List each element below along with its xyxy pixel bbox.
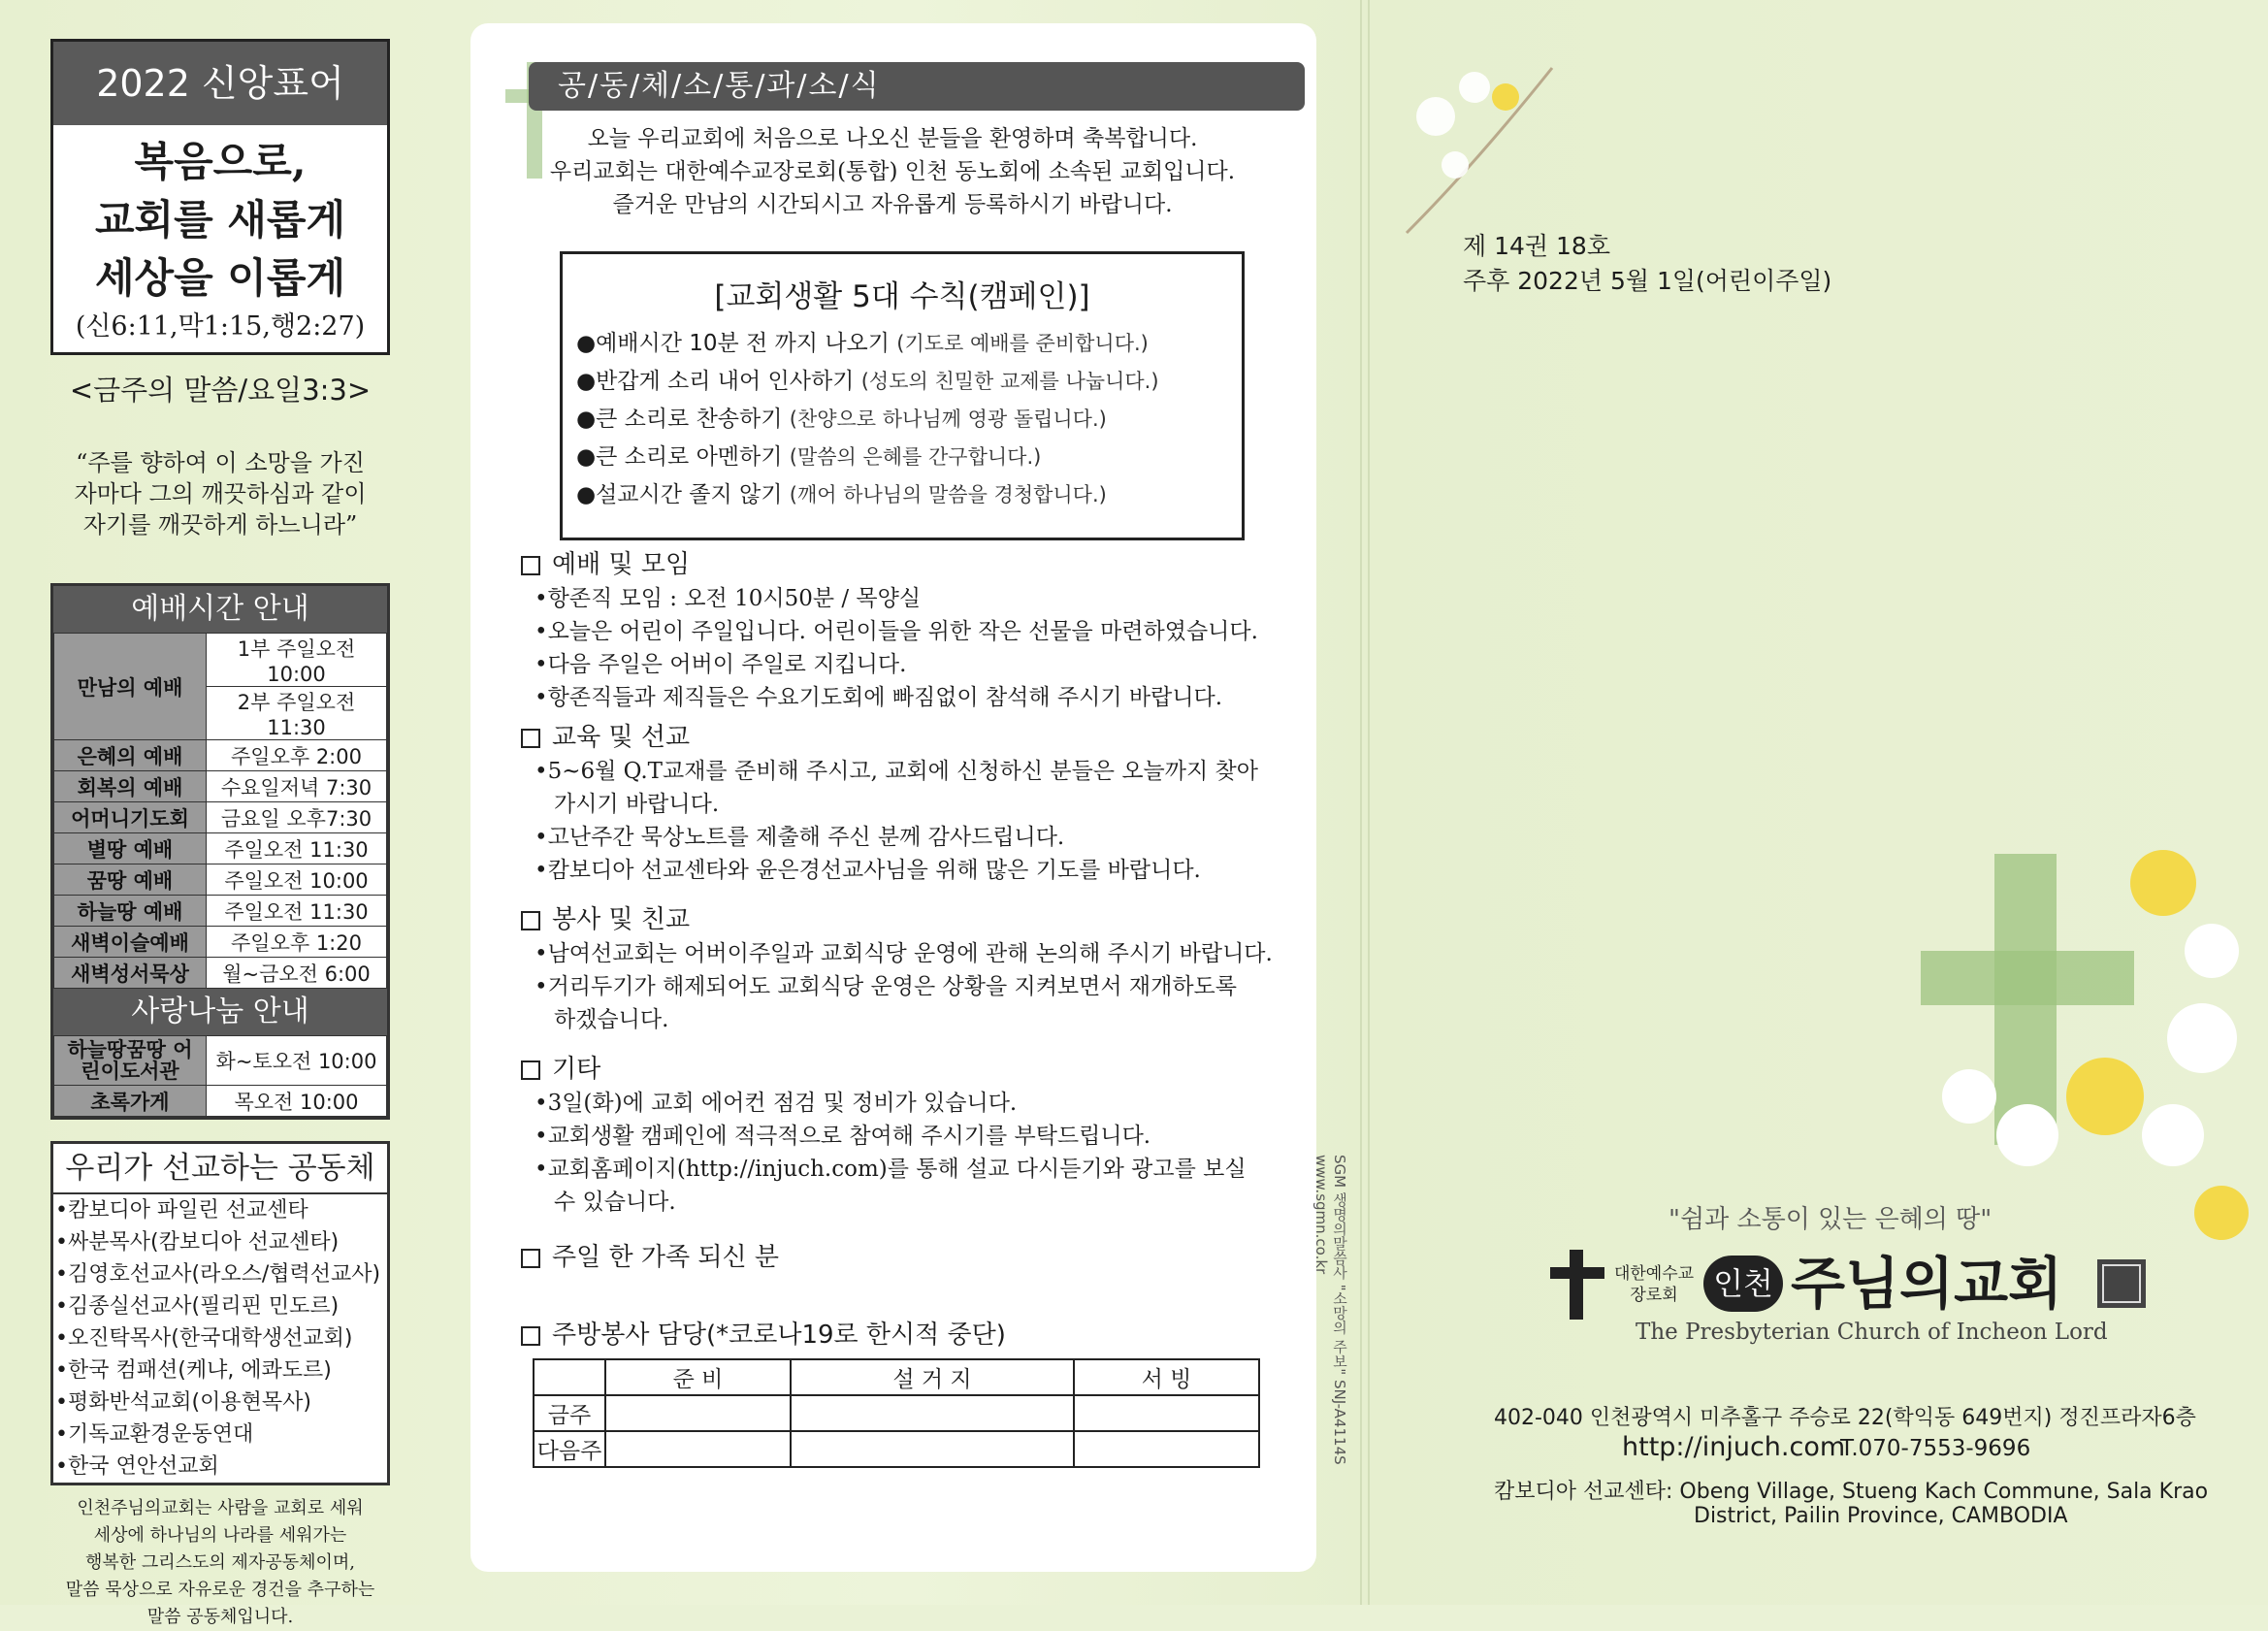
duty-header: 준 비 <box>605 1359 791 1395</box>
denomination-line: 장로회 <box>1630 1286 1678 1305</box>
volume-date <box>1463 229 1831 299</box>
verse-line: “주를 향하여 이 소망을 가진 <box>76 449 365 476</box>
mission-item: •한국 연안선교회 <box>55 1454 219 1479</box>
section-heading <box>521 547 1287 582</box>
duty-cell <box>605 1431 791 1467</box>
service-time: 2부 주일오전11:30 <box>207 687 387 740</box>
service-name: 별땅 예배 <box>54 833 207 864</box>
list-item: •다음 주일은 어버이 주일로 지킵니다. <box>535 652 907 677</box>
service-name: 회복의 예배 <box>54 771 207 802</box>
service-times-title: 예배시간 안내 <box>53 586 387 633</box>
seal-icon <box>2097 1259 2146 1308</box>
service-table <box>53 633 387 989</box>
verse <box>50 447 390 540</box>
motto-title: 2022 신앙표어 <box>53 42 387 125</box>
service-time: 금요일 오후7:30 <box>207 802 387 833</box>
intro-line: 즐거운 만남의 시간되시고 자유롭게 등록하시기 바랍니다. <box>612 192 1173 217</box>
section-etc <box>521 1052 1287 1219</box>
checkbox-icon <box>521 1060 540 1080</box>
service-name: 은혜의 예배 <box>54 740 207 771</box>
love-share-title: 사랑나눔 안내 <box>53 989 387 1035</box>
list-item: •교회홈페이지(http://injuch.com)를 통해 설교 다시듣기와 광고를 보실 <box>535 1157 1247 1182</box>
list-item: •5~6월 Q.T교재를 준비해 주시고, 교회에 신청하신 분들은 오늘까지 찾아 <box>535 759 1258 784</box>
motto-line: 교회를 새롭게 <box>94 196 346 244</box>
rule-item <box>563 439 1242 476</box>
love-share-table <box>53 1035 387 1117</box>
motto-line: 복음으로, <box>134 138 307 185</box>
table-row <box>54 802 387 833</box>
motto-reference: (신6:11,막1:15,행2:27) <box>75 311 366 342</box>
address: 402-040 인천광역시 미추홀구 주승로 22(학익동 649번지) 정진프라자6층 <box>1494 1406 2196 1430</box>
website-link[interactable]: http://injuch.com <box>1622 1432 1846 1462</box>
list-item: •항존직 모임 : 오전 10시50분 / 목양실 <box>535 586 922 611</box>
cross-logo-icon <box>1550 1250 1604 1320</box>
kitchen-duty-table <box>533 1358 1260 1468</box>
rule-sub: (성도의 친밀한 교제를 나눕니다.) <box>860 370 1159 393</box>
service-time: 주일오전 10:00 <box>207 864 387 896</box>
section-heading <box>521 720 1287 755</box>
section-education <box>521 720 1287 887</box>
duty-header: 서 빙 <box>1074 1359 1259 1395</box>
motto-body <box>53 125 387 352</box>
service-time: 월~금오전 6:00 <box>207 958 387 989</box>
section-service <box>521 902 1287 1036</box>
fold-line <box>1360 0 1362 1605</box>
table-row <box>54 833 387 864</box>
fold-line <box>1368 0 1370 1605</box>
service-name: 꿈땅 예배 <box>54 864 207 896</box>
mission-title: 우리가 선교하는 공동체 <box>53 1144 387 1194</box>
description-line: 말씀 묵상으로 자유로운 경건을 추구하는 <box>65 1580 375 1600</box>
rule-sub: (찬양으로 하나님께 영광 돌립니다.) <box>789 408 1107 431</box>
section-heading-text: 예배 및 모임 <box>552 550 691 579</box>
list-item: •항존직들과 제직들은 수요기도회에 빠짐없이 참석해 주시기 바랍니다. <box>535 685 1223 710</box>
cambodia-address: District, Pailin Province, CAMBODIA <box>1694 1504 2068 1528</box>
mission-item: •김영호선교사(라오스/협력선교사) <box>55 1262 381 1287</box>
service-time: 주일오후 1:20 <box>207 927 387 958</box>
rules-title: [교회생활 5대 수칙(캠페인)] <box>714 279 1090 314</box>
rule-item <box>563 325 1242 363</box>
section-kitchen <box>521 1318 1287 1353</box>
duty-row-label: 금주 <box>534 1395 605 1431</box>
love-time: 화~토오전 10:00 <box>207 1036 387 1086</box>
volume-number: 제 14권 18호 <box>1463 232 1610 260</box>
rules-box <box>560 251 1245 540</box>
service-name: 어머니기도회 <box>54 802 207 833</box>
church-slogan: "쉼과 소통이 있는 은혜의 땅" <box>1669 1205 1993 1234</box>
cross-flower-icon <box>1911 844 2268 1310</box>
list-item: •고난주간 묵상노트를 제출해 주신 분께 감사드립니다. <box>535 825 1065 850</box>
section-heading-text: 봉사 및 친교 <box>552 905 691 934</box>
description-line: 인천주님의교회는 사람을 교회로 세워 <box>77 1498 364 1518</box>
table-row <box>54 1086 387 1117</box>
checkbox-icon <box>521 729 540 748</box>
flower-branch-icon <box>1397 58 1562 243</box>
list-item: •교회생활 캠페인에 적극적으로 참여해 주시기를 부탁드립니다. <box>535 1124 1151 1149</box>
rule-item <box>563 363 1242 401</box>
table-row <box>54 740 387 771</box>
section-heading <box>521 1318 1287 1353</box>
section-heading-text: 주일 한 가족 되신 분 <box>552 1243 779 1272</box>
section-heading <box>521 1052 1287 1087</box>
publisher-credit: SGM 생명의말씀사 "소망의 주보" SNJ-A4114S www.sgmn.co.kr <box>1312 1155 1348 1465</box>
list-item: •캄보디아 선교센타와 윤은경선교사님을 위해 많은 기도를 바랍니다. <box>535 858 1201 883</box>
section-newcomers <box>521 1240 1287 1275</box>
church-description <box>50 1495 390 1631</box>
rules-list <box>563 325 1242 514</box>
service-time: 수요일저녁 7:30 <box>207 771 387 802</box>
table-row <box>54 958 387 989</box>
love-name: 초록가게 <box>54 1086 207 1117</box>
rule-sub: (기도로 예배를 준비합니다.) <box>896 332 1149 355</box>
duty-cell <box>605 1395 791 1431</box>
table-row <box>54 1036 387 1086</box>
rule-main: ●큰 소리로 아멘하기 <box>576 444 783 470</box>
love-time: 목오전 10:00 <box>207 1086 387 1117</box>
duty-cell <box>1074 1395 1259 1431</box>
motto-box <box>50 39 390 355</box>
week-word: <금주의 말씀/요일3:3> <box>69 374 372 407</box>
section-heading-text: 교육 및 선교 <box>552 723 691 752</box>
table-row <box>54 634 387 687</box>
section-worship <box>521 547 1287 714</box>
rule-main: ●반갑게 소리 내어 인사하기 <box>576 369 855 394</box>
section-title: 공/동/체/소/통/과/소/식 <box>529 62 1305 111</box>
duty-header <box>534 1359 605 1395</box>
checkbox-icon <box>521 556 540 575</box>
service-name: 새벽성서묵상 <box>54 958 207 989</box>
section-heading <box>521 1240 1287 1275</box>
duty-cell <box>791 1431 1074 1467</box>
church-name: 주님의교회 <box>1791 1251 2063 1317</box>
denomination <box>1610 1263 1698 1306</box>
verse-line: 자기를 깨끗하게 하느니라” <box>82 511 358 538</box>
service-time: 1부 주일오전10:00 <box>207 634 387 687</box>
denomination-line: 대한예수교 <box>1613 1264 1695 1284</box>
service-time: 주일오전 11:30 <box>207 896 387 927</box>
rule-item <box>563 476 1242 514</box>
mission-item: •김종실선교사(필리핀 민도르) <box>55 1294 340 1319</box>
rule-sub: (깨어 하나님의 말씀을 경청합니다.) <box>789 483 1107 506</box>
left-panel <box>50 39 390 1631</box>
rule-main: ●큰 소리로 찬송하기 <box>576 407 783 432</box>
duty-cell <box>1074 1431 1259 1467</box>
description-line: 말씀 공동체입니다. <box>146 1607 294 1627</box>
intro-line: 우리교회는 대한예수교장로회(통합) 인천 동노회에 소속된 교회입니다. <box>549 159 1236 184</box>
table-row <box>534 1431 1259 1467</box>
service-time: 주일오전 11:30 <box>207 833 387 864</box>
english-name: The Presbyterian Church of Incheon Lord <box>1636 1320 2108 1345</box>
duty-row-label: 다음주 <box>534 1431 605 1467</box>
table-row <box>54 896 387 927</box>
duty-header: 설 거 지 <box>791 1359 1074 1395</box>
service-name: 하늘땅 예배 <box>54 896 207 927</box>
mission-item: •캄보디아 파일린 선교센타 <box>55 1198 308 1223</box>
description-line: 행복한 그리스도의 제자공동체이며, <box>85 1552 355 1573</box>
middle-panel <box>470 23 1316 1572</box>
mission-item: •싸분목사(캄보디아 선교센타) <box>55 1230 340 1255</box>
rule-main: ●예배시간 10분 전 까지 나오기 <box>576 331 890 356</box>
cambodia-address: 캄보디아 선교센타: Obeng Village, Stueng Kach Commune, Sala Krao <box>1494 1480 2209 1504</box>
list-item: •3일(화)에 교회 에어컨 점검 및 정비가 있습니다. <box>535 1091 1018 1116</box>
checkbox-icon <box>521 1326 540 1346</box>
bulletin-date: 주후 2022년 5월 1일(어린이주일) <box>1463 267 1832 295</box>
list-item: 수 있습니다. <box>554 1190 676 1215</box>
list-item: 가시기 바랍니다. <box>554 792 720 817</box>
mission-box <box>50 1141 390 1485</box>
description-line: 세상에 하나님의 나라를 세워가는 <box>93 1525 347 1546</box>
service-name: 새벽이슬예배 <box>54 927 207 958</box>
mission-item: •오진탁목사(한국대학생선교회) <box>55 1326 353 1351</box>
list-item: •오늘은 어린이 주일입니다. 어린이들을 위한 작은 선물을 마련하였습니다. <box>535 619 1258 644</box>
mission-item: •기독교환경운동연대 <box>55 1422 254 1447</box>
table-row <box>534 1395 1259 1431</box>
section-heading-text: 주방봉사 담당(*코로나19로 한시적 중단) <box>552 1321 1006 1350</box>
city-badge: 인천 <box>1703 1256 1783 1312</box>
duty-cell <box>791 1395 1074 1431</box>
rule-main: ●설교시간 졸지 않기 <box>576 482 783 507</box>
verse-line: 자마다 그의 깨끗하심과 같이 <box>74 480 367 507</box>
list-item: •남여선교회는 어버이주일과 교회식당 운영에 관해 논의해 주시기 바랍니다. <box>535 941 1273 966</box>
mission-item: •한국 컴패션(케냐, 에콰도르) <box>55 1358 332 1383</box>
list-item: •거리두기가 해제되어도 교회식당 운영은 상황을 지켜보면서 재개하도록 <box>535 974 1237 999</box>
section-heading <box>521 902 1287 937</box>
phone-number: T.070-7553-9696 <box>1840 1436 2031 1461</box>
service-time: 주일오후 2:00 <box>207 740 387 771</box>
rule-sub: (말씀의 은혜를 간구합니다.) <box>789 445 1042 469</box>
table-row <box>54 864 387 896</box>
intro-text <box>509 122 1276 221</box>
mission-item: •평화반석교회(이용현목사) <box>55 1390 311 1415</box>
section-heading-text: 기타 <box>552 1055 601 1084</box>
service-name: 만남의 예배 <box>54 634 207 740</box>
motto-line: 세상을 이롭게 <box>94 254 346 302</box>
table-row <box>54 927 387 958</box>
checkbox-icon <box>521 1249 540 1268</box>
list-item: 하겠습니다. <box>554 1007 669 1032</box>
table-header-row <box>534 1359 1259 1395</box>
love-name: 하늘땅꿈땅 어린이도서관 <box>54 1036 207 1086</box>
table-row <box>54 771 387 802</box>
checkbox-icon <box>521 911 540 930</box>
rule-item <box>563 401 1242 439</box>
service-times <box>50 583 390 1120</box>
intro-line: 오늘 우리교회에 처음으로 나오신 분들을 환영하며 축복합니다. <box>587 126 1198 151</box>
